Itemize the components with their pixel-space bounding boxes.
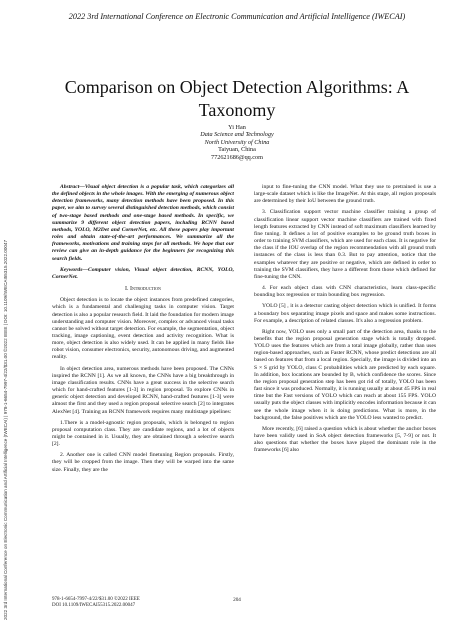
footer-isbn: 978-1-6654-7997-4/22/$31.00 ©2022 IEEE — [52, 597, 140, 602]
conference-header: 2022 3rd International Conference on Electronic Communication and Artificial Intelligence (IWECAI) — [68, 12, 406, 21]
keywords — [52, 267, 234, 281]
abstract-label: Abstract— — [60, 184, 85, 190]
author-univ: North University of China — [204, 138, 270, 146]
section-heading: I. Introduction — [125, 286, 161, 293]
left-paragraph: Object detection is to locate the object instances from predefined categories, which is a fundamental and challenging tasks in computer vision. Target detection is also a popular research field. It laid the foundation for modern image understanding and computer vision. Moreover, complex or advanced visual tasks cannot be solved without target detection. For example, the segmentation, object tracking, image captioning, event detection and activity recognition. What is more, object detection is also widely used. It can be applied in many fields like robot vision, consumer electronics, security, autonomous driving, and augmented reality. — [52, 297, 234, 361]
abstract — [52, 184, 234, 263]
right-paragraph: input to fine-tuning the CNN model. What they use to pretrained is use a large-scale dataset which is like the ImageNet. At this stage, all region proposals are determined by their IoU between the ground truth. — [254, 184, 436, 205]
left-paragraph: 2. Another one is called CNN model finetuning Region proposals. Firstly, they will be cropped from the image. Then they will be warped into the same size. Finally, they are the — [52, 452, 234, 473]
footer-doi: DOI 10.1109/IWECAI55315.2022.00047 — [52, 603, 136, 608]
side-doi-text: 2022 3rd International Conference on Electronic Communication and Artificial Intelligence (IWECAI) | 978-1-6654-7997-4/22/$31.00 ©2022 IEEE | DOI: 10.1109/IWECAI55315.2022.00047 — [3, 239, 8, 620]
author-block — [0, 124, 474, 161]
author-city: Taiyuan, China — [218, 146, 256, 154]
author-email: 772621686@qq.com — [211, 153, 263, 161]
side-doi-strip — [3, 30, 11, 630]
keywords-text: Computer vision, Visual object detection, RCNN, YOLO, CornerNet. — [52, 266, 234, 280]
paper-title: Comparison on Object Detection Algorithms: A Taxonomy — [64, 77, 410, 120]
author-dept: Data Science and Technology — [200, 131, 274, 139]
author-name: Yi Han — [228, 124, 246, 131]
right-paragraph: More recently, [6] raised a question which is about whether the anchor boxes have been validly used in SoA object detection frameworks [5, 7-9] or not. It also questions that whether the boxes have played the dominant role in the frameworks [6] also — [254, 425, 436, 454]
left-paragraph: 1.There is a model-agnostic region proposals, which is belonged to region proposal computation class. They are candidate regions, and a lot of objects might be contained in it. Usually, they are obtained through a selective search [2]. — [52, 419, 234, 448]
right-paragraph: 3. Classification support vector machine classifier training a group of classification linear support vector machine classifiers are trained with fixed length features extracted by CNN instead of soft maximum classifiers learned by fine tuning. It defines a lot of positive examples to be ground truth boxes in order to training SVM classifiers, which are used for each class. It is negative for the class if the IOU overlap of the region recommendation with all ground truth instances of the class is less than 0.3. But to pay attention, notice that the examples whatever they are positive or negative, which are defined in order to training the SVM classifiers, they have a different from those which defined for fine-tuning the CNN. — [254, 209, 436, 280]
abstract-text: Visual object detection is a popular task, which categorizes all the defined objects in the whole images. With the emerging of numerous object detection frameworks, many detection methods have been proposed. In this paper, we aim to survey several distinguished detection methods, which consist of two-stage based methods and one-stage based methods. In specific, we summarize 9 different object detection papers, including RCNN based methods, YOLO, M2Det and CornerNet, etc. All these papers play important roles and obtain state-of-the-art performances. We summarize all the frameworks, motivations and training steps for all methods. We hope that our review can give an in-depth guidance for the beginners for recognizing this search fields. — [52, 184, 234, 262]
left-column — [52, 184, 234, 478]
right-paragraph: 4. For each object class with CNN characteristics, learn class-specific bounding box regression or train bounding box regression. — [254, 285, 436, 299]
page-number: 204 — [233, 597, 241, 603]
right-paragraph: Right now, YOLO uses only a small part of the detection area, thanks to the benefits that the region proposal generation stage which is totally dropped. YOLO uses the features which are from a total image globally, rather than uses region-based approaches, such as Faster RCNN, whose predict detections are all based on features that from a local region. Specially, the image is divided into an S × S grid by YOLO, class C probabilities which are predicted by each square. In addition, box locations are bounded by B, which confidence the scores. Since the region proposal generation step has been got rid of totally, YOLO has been fast since it was produced. Normally, it is running usually at about 45 FPS in real time but the Fast versions of YOLO which can reach at about 155 FPS. YOLO usually puts the object classes with implicitly encodes information because it can see the whole image when it is doing predictions. What is more, in the background, the false positives which are the YOLO less wanted to predict. — [254, 328, 436, 421]
keywords-label: Keywords— — [60, 266, 88, 273]
right-paragraph: YOLO [5] , it is a detector casting object detection which is unified. It forms a boundary box separating image pixels and space and makes some instructions. For example, a description of related classes. It's also a regression problem. — [254, 303, 436, 324]
right-column — [254, 184, 436, 458]
left-paragraph: In object detection area, numerous methods have been proposed. The CNNs inspired the RCNN [1]. As we all known, the CNNs have a big breakthrough in image classification results. CNNs have a great success in the selective search which for hand-crafted features [1-3] in region proposal. To explore CNNs in generic object detection and developed RCNN, hand-crafted features [1-3] were almost the first and they used a region proposal selective search [2] to integrates AlexNet [4]. Training an RCNN framework requires many multistage pipelines: — [52, 365, 234, 415]
